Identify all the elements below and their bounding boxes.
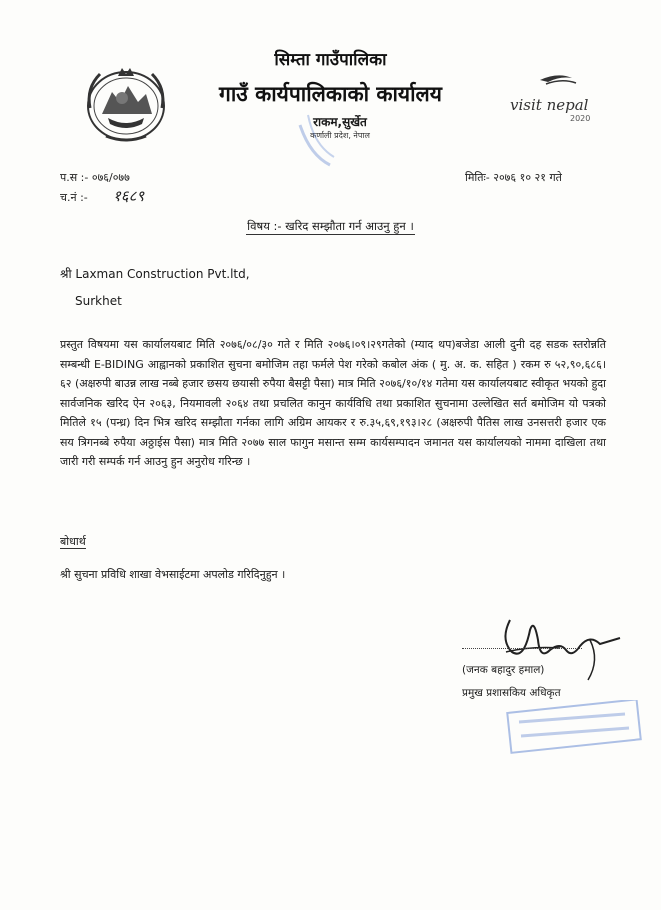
office-name: गाउँ कार्यपालिकाको कार्यालय	[219, 82, 442, 106]
signatory-post: प्रमुख प्रशासकिय अधिकृत	[462, 687, 561, 699]
office-stamp-icon	[505, 700, 645, 755]
ref-chn-label: च.नं :-	[60, 191, 88, 204]
letter-body: प्रस्तुत विषयमा यस कार्यालयबाट मिति २०७६/०८/३० गते र मिति २०७६।०९।२९गतेको (म्याद थप)बजेडा आली दुनी दह सडक स्तरोन्नति सम्बन्धी E-BIDING आह्वानको प्रकाशित सुचना बमोजिम तहा फर्मले पेश गरेको कबोल अंक ( मु. अ. क. सहित ) रकम रु ५२,९०,६८६।६२ (अक्षरुपी बाउन्न लाख नब्बे हजार छसय छयासी रुपैया बैसट्टी पैसा) मात्र मिति २०७६/१०/१४ गतेमा यस कार्यालयबाट स्वीकृत भयको हुदा सार्वजनिक खरिद ऐन २०६३, नियमावली २०६४ तथा प्रचलित कानुन कार्यविधि तथा प्रकाशित सुचनामा उल्लेखित सर्त बमोजिम यो पत्रको मितिले १५ (पन्ध्र) दिन भित्र खरिद सम्झौता गर्नका लागि अग्रिम आयकर र रु.३५,६९,१९३।२८ (अक्षरुपी पैतिस लाख उनसत्तरी हजार एक सय त्रिगनब्बे रुपैया अठ्ठाईस पैसा) मात्र मिति २०७७ साल फागुन मसान्त सम्म कार्यसम्पादन जमानत यस कार्यालयको नाममा दाखिला तथा जारी गरी सम्पर्क गर्न आउनु हुन अनुरोध गरिन्छ ।	[60, 338, 606, 468]
signatory-name: (जनक बहादुर हमाल)	[462, 664, 545, 676]
bodharth-label-wrap	[60, 534, 86, 549]
letter-date: मितिः- २०७६ १० २१ गते	[465, 171, 562, 184]
blue-stamp-icon	[290, 85, 380, 175]
municipality-name: सिम्ता गाउँपालिका	[274, 50, 387, 70]
bodharth-line: श्री सुचना प्रविधि शाखा वेभसाईटमा अपलोड गरिदिनुहुन ।	[60, 568, 286, 581]
ref-ps: प.स :- ०७६/०७७	[60, 171, 130, 184]
visit-nepal-text: visit nepal	[510, 96, 589, 114]
signature-line	[462, 648, 582, 649]
addressee-name: श्री Laxman Construction Pvt.ltd,	[60, 267, 250, 281]
subject-line	[0, 219, 661, 234]
bodharth-label: बोधार्थ	[60, 535, 86, 548]
addressee-place: Surkhet	[75, 294, 122, 308]
province-name: कर्णाली प्रदेश, नेपाल	[310, 131, 370, 140]
ref-chn-value: १६८९	[113, 187, 145, 205]
subject-text: विषय :- खरिद सम्झौता गर्न आउनु हुन ।	[247, 219, 414, 233]
visit-nepal-year: 2020	[570, 114, 591, 123]
office-address: राकम,सुर्खेत	[313, 115, 367, 129]
